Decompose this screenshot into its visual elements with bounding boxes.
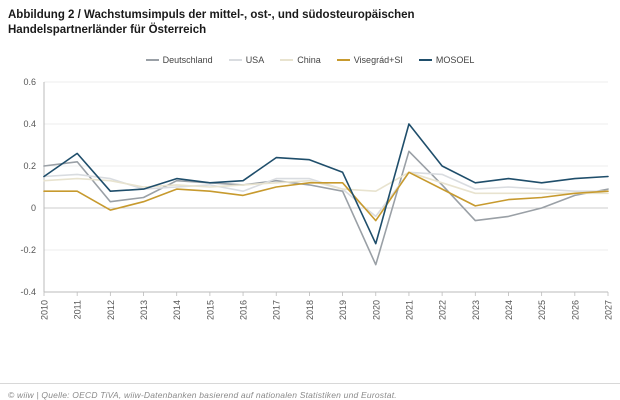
x-axis-tick-label: 2021 xyxy=(404,300,415,321)
x-axis-tick-label: 2014 xyxy=(172,300,183,321)
x-axis-tick-label: 2016 xyxy=(238,300,249,321)
title-line-2: Handelspartnerländer für Österreich xyxy=(8,24,207,36)
legend-swatch-icon xyxy=(229,59,242,61)
source-note: © wiiw | Quelle: OECD TiVA, wiiw-Datenbanken basierend auf nationalen Statistiken und Eurostat. xyxy=(8,390,397,400)
legend-item-usa[interactable] xyxy=(229,55,265,65)
x-axis-tick-label: 2017 xyxy=(271,300,282,321)
x-axis-tick-label: 2013 xyxy=(139,300,150,321)
x-axis-tick-label: 2024 xyxy=(503,300,514,321)
y-axis-tick-label: 0.2 xyxy=(23,161,36,172)
x-axis-tick-label: 2020 xyxy=(371,300,382,321)
legend-item-mosoel[interactable] xyxy=(419,55,475,65)
y-axis-tick-label: -0.4 xyxy=(20,287,36,298)
x-axis-tick-label: 2018 xyxy=(304,300,315,321)
x-axis-tick-label: 2012 xyxy=(105,300,116,321)
x-axis-tick-label: 2019 xyxy=(338,300,349,321)
legend-label: MOSOEL xyxy=(435,55,475,65)
chart-footer xyxy=(0,383,620,400)
chart-legend xyxy=(0,55,620,65)
page-title xyxy=(8,8,608,38)
legend-label: Visegrád+SI xyxy=(353,55,403,65)
legend-item-china[interactable] xyxy=(280,55,321,65)
x-axis-tick-label: 2010 xyxy=(39,300,50,321)
legend-swatch-icon xyxy=(280,59,293,61)
x-axis-tick-label: 2023 xyxy=(470,300,481,321)
legend-label: China xyxy=(297,55,321,65)
series-line-usa xyxy=(44,172,608,216)
x-axis-tick-label: 2026 xyxy=(570,300,581,321)
x-axis-tick-label: 2022 xyxy=(437,300,448,321)
line-chart xyxy=(0,72,620,350)
title-line-1: Abbildung 2 / Wachstumsimpuls der mittel-, ost-, und südosteuropäischen xyxy=(8,9,415,21)
x-axis-tick-label: 2025 xyxy=(537,300,548,321)
legend-swatch-icon xyxy=(419,59,432,61)
x-axis-tick-label: 2011 xyxy=(72,300,83,320)
plot-area xyxy=(0,72,620,350)
legend-label: Deutschland xyxy=(162,55,213,65)
x-axis-tick-label: 2027 xyxy=(603,300,614,321)
x-axis-tick-label: 2015 xyxy=(205,300,216,321)
legend-item-visegr-d-si[interactable] xyxy=(337,55,403,65)
y-axis-tick-label: -0.2 xyxy=(20,245,36,256)
legend-label: USA xyxy=(245,55,265,65)
y-axis-tick-label: 0.6 xyxy=(23,77,36,88)
legend-swatch-icon xyxy=(337,59,350,61)
y-axis-tick-label: 0.4 xyxy=(23,119,36,130)
legend-swatch-icon xyxy=(146,59,159,61)
y-axis-tick-label: 0 xyxy=(30,203,36,214)
legend-item-deutschland[interactable] xyxy=(146,55,213,65)
